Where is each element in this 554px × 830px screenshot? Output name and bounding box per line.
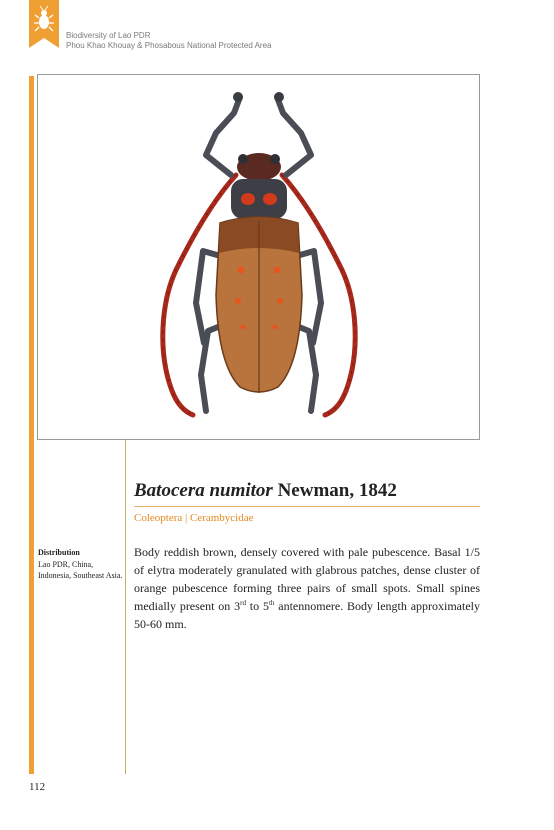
species-author: Newman, 1842 [272,480,397,501]
distribution-heading: Distribution [38,548,80,557]
longhorn-beetle-illustration [38,75,479,439]
page-number: 112 [29,781,46,793]
species-title [134,480,397,502]
specimen-photo [37,74,480,440]
taxonomy-label: Coleoptera | Cerambycidae [134,512,254,524]
column-divider [125,440,126,774]
species-description: Body reddish brown, densely covered with pale pubescence. Basal 1/5 of elytra moderately granulated with glabrous patches, dense cluster of orange pubescence forming three pairs of small spots. Small spines medially present on 3rd to 5th antennomere. Body length approximately 50-60 mm. [134,545,481,631]
beetle-icon [29,0,59,48]
header-title: Biodiversity of Lao PDR [66,31,151,40]
title-rule [134,506,480,507]
accent-bar [29,76,34,774]
distribution-text: Lao PDR, China, Indonesia, Southeast Asia. [38,560,123,580]
header-subtitle: Phou Khao Khouay & Phosabous National Protected Area [66,41,272,50]
species-name: Batocera numitor [134,480,273,501]
